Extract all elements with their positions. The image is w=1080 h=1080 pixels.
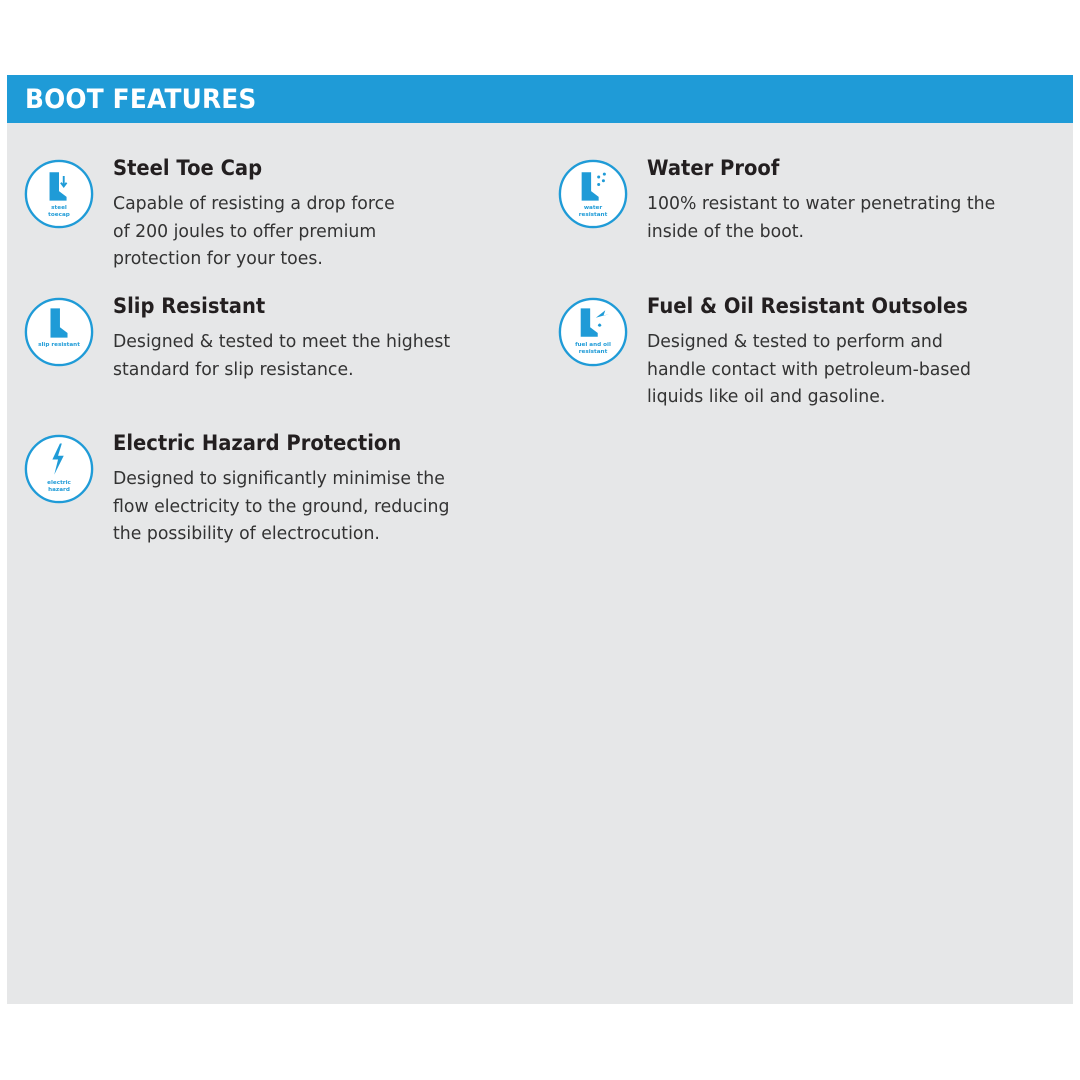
svg-text:slip resistant: slip resistant bbox=[38, 342, 80, 349]
feature-description: Designed & tested to meet the highest standard for slip resistance. bbox=[113, 331, 451, 380]
svg-text:electric: electric bbox=[47, 480, 71, 487]
electric-hazard-icon bbox=[24, 434, 94, 504]
feature-description: Designed & tested to perform and handle contact with petroleum-based liquids like oil and gasoline. bbox=[647, 331, 971, 407]
svg-text:hazard: hazard bbox=[48, 486, 70, 493]
feature-description: 100% resistant to water penetrating the inside of the boot. bbox=[647, 193, 996, 242]
feature-title: Fuel & Oil Resistant Outsoles bbox=[647, 294, 968, 318]
svg-text:toecap: toecap bbox=[48, 211, 70, 218]
fuel-oil-resistant-icon bbox=[558, 297, 628, 367]
svg-text:water: water bbox=[583, 205, 603, 212]
steel-toe-cap-icon bbox=[24, 159, 94, 229]
feature-title: Slip Resistant bbox=[113, 294, 266, 318]
feature-description: Designed to significantly minimise the flow electricity to the ground, reducing the possibility of electrocution. bbox=[113, 468, 450, 544]
svg-text:resistant: resistant bbox=[578, 211, 608, 218]
svg-text:fuel and oil: fuel and oil bbox=[575, 342, 611, 349]
svg-text:steel: steel bbox=[51, 205, 67, 212]
feature-description: Capable of resisting a drop force of 200 joules to offer premium protection for your toes. bbox=[113, 193, 395, 269]
boot-features-panel bbox=[7, 75, 1073, 1004]
feature-title: Electric Hazard Protection bbox=[113, 431, 402, 455]
slip-resistant-icon bbox=[24, 297, 94, 367]
feature-title: Steel Toe Cap bbox=[113, 156, 263, 180]
svg-text:resistant: resistant bbox=[578, 348, 608, 355]
section-header bbox=[7, 75, 1073, 123]
section-title: BOOT FEATURES bbox=[25, 83, 257, 115]
feature-title: Water Proof bbox=[647, 156, 780, 180]
water-resistant-icon bbox=[558, 159, 628, 229]
